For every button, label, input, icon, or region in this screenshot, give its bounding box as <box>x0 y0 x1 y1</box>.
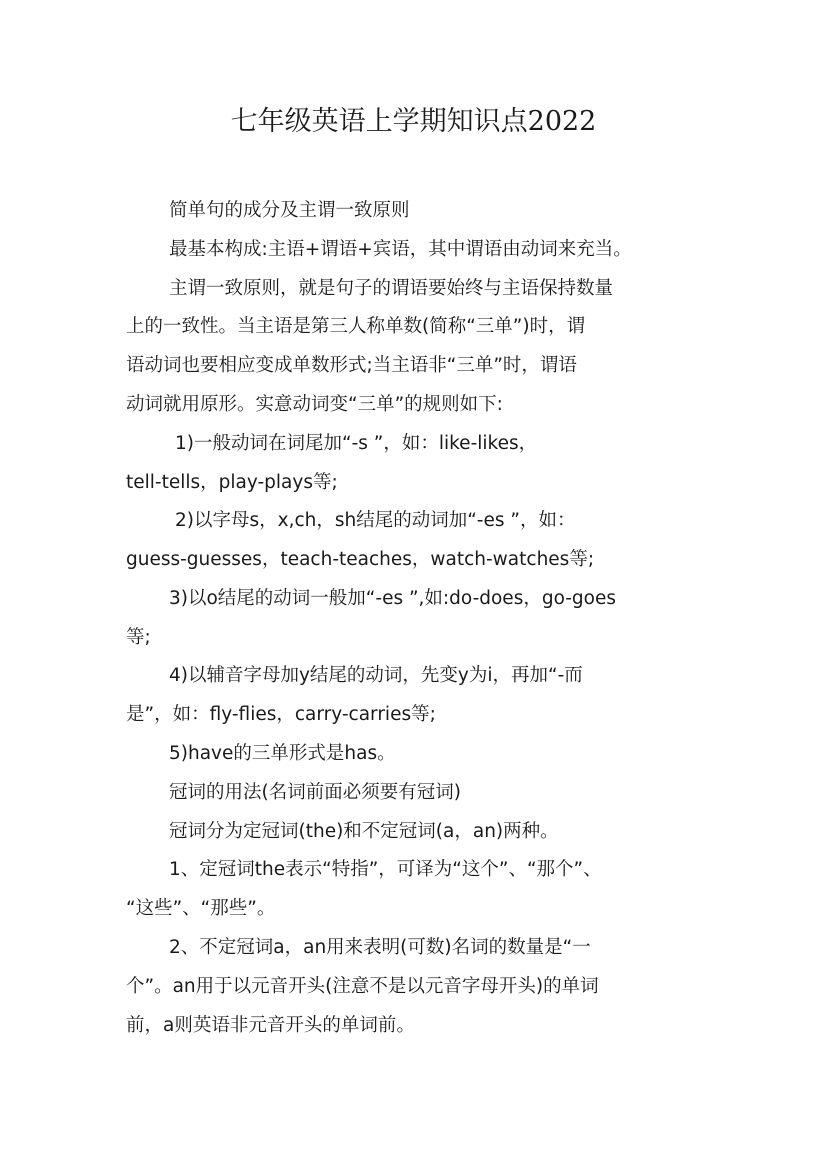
paragraph-line: 前，a则英语非元音开头的单词前。 <box>126 1015 415 1036</box>
paragraph-line: 上的一致性。当主语是第三人称单数(简称“三单”)时，谓 <box>126 316 586 337</box>
paragraph-line: 简单句的成分及主谓一致原则 <box>169 200 410 221</box>
paragraph-line: 个”。an用于以元音开头(注意不是以元音字母开头)的单词 <box>126 976 599 997</box>
paragraph-line: 主谓一致原则，就是句子的谓语要始终与主语保持数量 <box>169 278 614 299</box>
paragraph-line: 动词就用原形。实意动词变“三单”的规则如下: <box>126 394 503 415</box>
paragraph-line: 2、不定冠词a，an用来表明(可数)名词的数量是“一 <box>169 937 591 958</box>
paragraph-line: 语动词也要相应变成单数形式;当主语非“三单”时，谓语 <box>126 355 577 376</box>
paragraph-line: 1、定冠词the表示“特指”，可译为“这个”、“那个”、 <box>169 859 602 880</box>
paragraph-line: 4)以辅音字母加y结尾的动词，先变y为i，再加“-而 <box>169 665 583 686</box>
paragraph-line: tell-tells，play-plays等; <box>126 472 338 493</box>
paragraph-line: 3)以o结尾的动词一般加“-es ”,如:do-does，go-goes <box>169 588 616 609</box>
paragraph-line: 2)以字母s，x,ch，sh结尾的动词加“-es ”，如： <box>175 510 576 531</box>
paragraph-line: 1)一般动词在词尾加“-s ”，如：like-likes， <box>175 433 538 454</box>
document-title: 七年级英语上学期知识点2022 <box>230 106 597 137</box>
paragraph-line: 最基本构成:主语+谓语+宾语，其中谓语由动词来充当。 <box>169 239 632 260</box>
paragraph-line: 等; <box>126 627 151 648</box>
paragraph-line: 是”，如：fly-flies，carry-carries等; <box>126 704 436 725</box>
paragraph-line: guess-guesses，teach-teaches，watch-watches等; <box>126 549 595 570</box>
paragraph-line: 冠词的用法(名词前面必须要有冠词) <box>169 782 461 803</box>
paragraph-line: “这些”、“那些”。 <box>126 898 276 919</box>
paragraph-line: 冠词分为定冠词(the)和不定冠词(a，an)两种。 <box>169 821 559 842</box>
paragraph-line: 5)have的三单形式是has。 <box>169 743 396 764</box>
